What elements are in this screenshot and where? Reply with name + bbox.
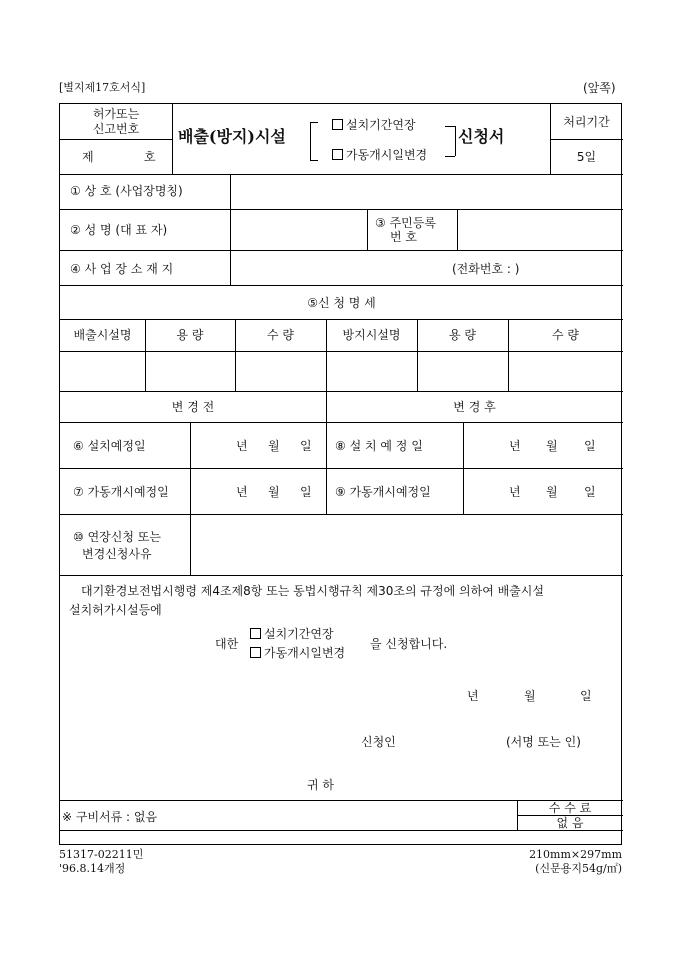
fee-value: 없 음 bbox=[556, 816, 584, 830]
operation-date-before-day: 일 bbox=[300, 485, 312, 499]
permit-number-label-2: 신고번호 bbox=[92, 122, 140, 136]
operation-date-after-label: ⑨ 가동개시예정일 bbox=[335, 485, 431, 499]
resident-number-field[interactable] bbox=[458, 210, 621, 249]
col-prevention-quantity: 수 량 bbox=[552, 328, 579, 342]
statement-line-2: 설치허가시설등에 bbox=[69, 603, 162, 617]
install-date-after-month: 월 bbox=[546, 439, 558, 453]
permit-ho: 호 bbox=[144, 150, 156, 164]
statement-daehan: 대한 bbox=[215, 637, 239, 651]
title-option-change[interactable]: 가동개시일변경 bbox=[332, 148, 427, 162]
checkbox-extension[interactable] bbox=[332, 119, 343, 130]
recipient-label: 귀 하 bbox=[307, 778, 334, 792]
business-address-label: ④ 사 업 장 소 재 지 bbox=[70, 262, 174, 276]
application-year: 년 bbox=[467, 689, 479, 703]
install-date-after-day: 일 bbox=[584, 439, 596, 453]
business-address-field[interactable] bbox=[231, 251, 621, 284]
checkbox-statement-extension[interactable] bbox=[250, 628, 261, 639]
col-emission-quantity: 수 량 bbox=[267, 328, 294, 342]
col-prevention-capacity: 용 량 bbox=[449, 328, 476, 342]
checkbox-statement-change[interactable] bbox=[250, 647, 261, 658]
col-emission-facility: 배출시설명 bbox=[73, 328, 132, 342]
reason-field[interactable] bbox=[191, 515, 621, 574]
install-date-before-label: ⑥ 설치예정일 bbox=[73, 439, 146, 453]
form-number: [별지제17호서식] bbox=[59, 81, 146, 94]
applicant-label: 신청인 bbox=[361, 735, 396, 749]
change-before-header: 변 경 전 bbox=[171, 400, 215, 414]
business-name-field[interactable] bbox=[231, 175, 621, 208]
phone-number-label: (전화번호 : ) bbox=[452, 262, 520, 276]
detail-section-title: ⑤신 청 명 세 bbox=[307, 296, 376, 310]
statement-option-change[interactable]: 가동개시일변경 bbox=[250, 646, 345, 660]
install-date-before-year: 년 bbox=[236, 439, 248, 453]
change-after-header: 변 경 후 bbox=[453, 400, 496, 414]
representative-label: ② 성 명 (대 표 자) bbox=[70, 223, 168, 237]
form-code: 51317-02211민 bbox=[59, 848, 144, 861]
install-date-after-label: ⑧ 설 치 예 정 일 bbox=[335, 439, 423, 453]
install-date-after-year: 년 bbox=[509, 439, 521, 453]
reason-label-2: 변경신청사유 bbox=[82, 547, 152, 561]
paper-size: 210mm×297mm bbox=[529, 848, 622, 861]
operation-date-before-year: 년 bbox=[236, 485, 248, 499]
resident-number-label-2: 번 호 bbox=[390, 230, 417, 244]
statement-tail: 을 신청합니다. bbox=[370, 637, 448, 651]
operation-date-after-day: 일 bbox=[584, 485, 596, 499]
form-title: 배출(방지)시설 bbox=[178, 127, 286, 146]
col-prevention-facility: 방지시설명 bbox=[342, 328, 401, 342]
operation-date-after-month: 월 bbox=[546, 485, 558, 499]
processing-period-label: 처리기간 bbox=[563, 115, 610, 129]
revision-date: '96.8.14개정 bbox=[59, 862, 126, 875]
form-title-tail: 신청서 bbox=[458, 127, 505, 146]
resident-number-label-1: ③ 주민등록 bbox=[375, 216, 436, 230]
representative-field[interactable] bbox=[231, 210, 366, 249]
checkbox-change[interactable] bbox=[332, 149, 343, 160]
signature-label: (서명 또는 인) bbox=[506, 735, 581, 749]
permit-number-label-1: 허가또는 bbox=[92, 107, 140, 121]
statement-line-1: 대기환경보전법시행령 제4조제8항 또는 동법시행규칙 제30조의 규정에 의하여 배출시설 bbox=[81, 584, 544, 598]
business-name-label: ① 상 호 (사업장명칭) bbox=[70, 184, 183, 198]
processing-period-value: 5일 bbox=[576, 150, 597, 164]
title-option-extension[interactable]: 설치기간연장 bbox=[332, 118, 416, 132]
col-emission-capacity: 용 량 bbox=[176, 328, 204, 342]
statement-option-extension[interactable]: 설치기간연장 bbox=[250, 627, 334, 641]
required-documents: ※ 구비서류 : 없음 bbox=[62, 810, 158, 824]
page-side: (앞쪽) bbox=[583, 81, 616, 95]
install-date-before-day: 일 bbox=[300, 439, 312, 453]
install-date-before-month: 월 bbox=[268, 439, 280, 453]
application-day: 일 bbox=[580, 689, 592, 703]
operation-date-before-month: 월 bbox=[268, 485, 280, 499]
application-form bbox=[59, 103, 622, 845]
application-month: 월 bbox=[524, 689, 536, 703]
operation-date-before-label: ⑦ 가동개시예정일 bbox=[73, 485, 169, 499]
reason-label-1: ⑩ 연장신청 또는 bbox=[73, 530, 161, 544]
operation-date-after-year: 년 bbox=[509, 485, 521, 499]
paper-type: (신문용지54g/㎡) bbox=[535, 862, 622, 875]
permit-je: 제 bbox=[82, 150, 94, 164]
fee-label: 수 수 료 bbox=[548, 801, 592, 815]
